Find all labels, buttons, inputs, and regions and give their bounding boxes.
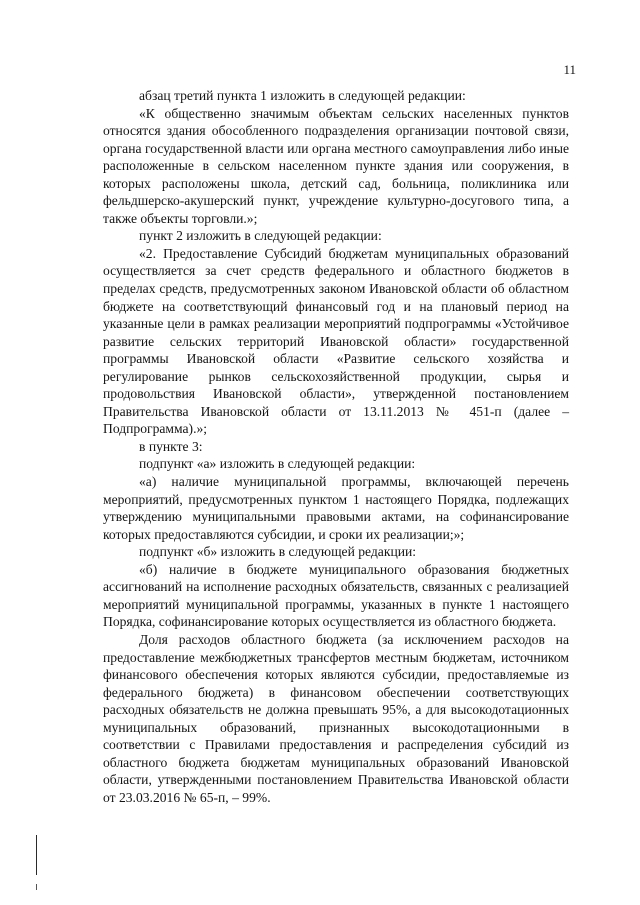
paragraph-1: абзац третий пункта 1 изложить в следующей редакции: <box>139 88 466 103</box>
page-number: 11 <box>563 62 576 77</box>
paragraph-10: Доля расходов областного бюджета (за исключением расходов на предоставление межбюджетных трансфертов местным бюджетам, источником финансового обеспечения которых являются субсидии, предоставляемые из федерального бюджета) в финансовом обеспечении соответствующих расходных обязательств не должна превышать 95%, а для высокодотационных муниципальных образований, признанных высокодотационными в соответствии с Правилами предоставления и распределения субсидий из областного бюджета бюджетам муниципальных образований Ивановской области, утвержденными постановлением Правительства Ивановской области от 23.03.2016 № 65-п, – 99%. <box>103 631 569 805</box>
margin-scan-dot <box>36 884 37 890</box>
document-body <box>103 87 569 806</box>
paragraph-9: «б) наличие в бюджете муниципального образования бюджетных ассигнований на исполнение расходных обязательств, связанных с реализацией мероприятий муниципальной программы, указанных в пункте 1 настоящего Порядка, софинансирование которых осуществляется из областного бюджета. <box>103 561 569 630</box>
paragraph-2: «К общественно значимым объектам сельских населенных пунктов относятся здания обособленного подразделения организации почтовой связи, органа государственной власти или органа местного самоуправления либо иные расположенные в сельском населенном пункте здания или сооружения, в которых расположены школа, детский сад, больница, поликлиника или фельдшерско-акушерский пункт, учреждение культурно-досугового типа, а также объекты торговли.»; <box>103 105 569 226</box>
paragraph-7: «а) наличие муниципальной программы, включающей перечень мероприятий, предусмотренных пунктом 1 настоящего Порядка, подлежащих утверждению муниципальными правовыми актами, на софинансирование которых предоставляются субсидии, и сроки их реализации;»; <box>103 474 569 542</box>
paragraph-5: в пункте 3: <box>139 438 203 454</box>
paragraph-3: пункт 2 изложить в следующей редакции: <box>139 228 382 244</box>
paragraph-4: «2. Предоставление Субсидий бюджетам муниципальных образований осуществляется за счет средств федерального и областного бюджетов в пределах средств, предусмотренных законом Ивановской области об областном бюджете на соответствующий финансовый год и на плановый период на указанные цели в рамках реализации мероприятий подпрограммы «Устойчивое развитие сельских территорий Ивановской области» государственной программы Ивановской области «Развитие сельского хозяйства и регулирование рынков сельскохозяйственной продукции, сырья и продовольствия Ивановской области», утвержденной постановлением Правительства Ивановской области от 13.11.2013 № 451-п (далее – Подпрограмма).»; <box>103 245 569 437</box>
paragraph-6: подпункт «а» изложить в следующей редакции: <box>139 456 416 472</box>
paragraph-8: подпункт «б» изложить в следующей редакции: <box>139 544 417 560</box>
margin-scan-mark <box>36 835 37 875</box>
